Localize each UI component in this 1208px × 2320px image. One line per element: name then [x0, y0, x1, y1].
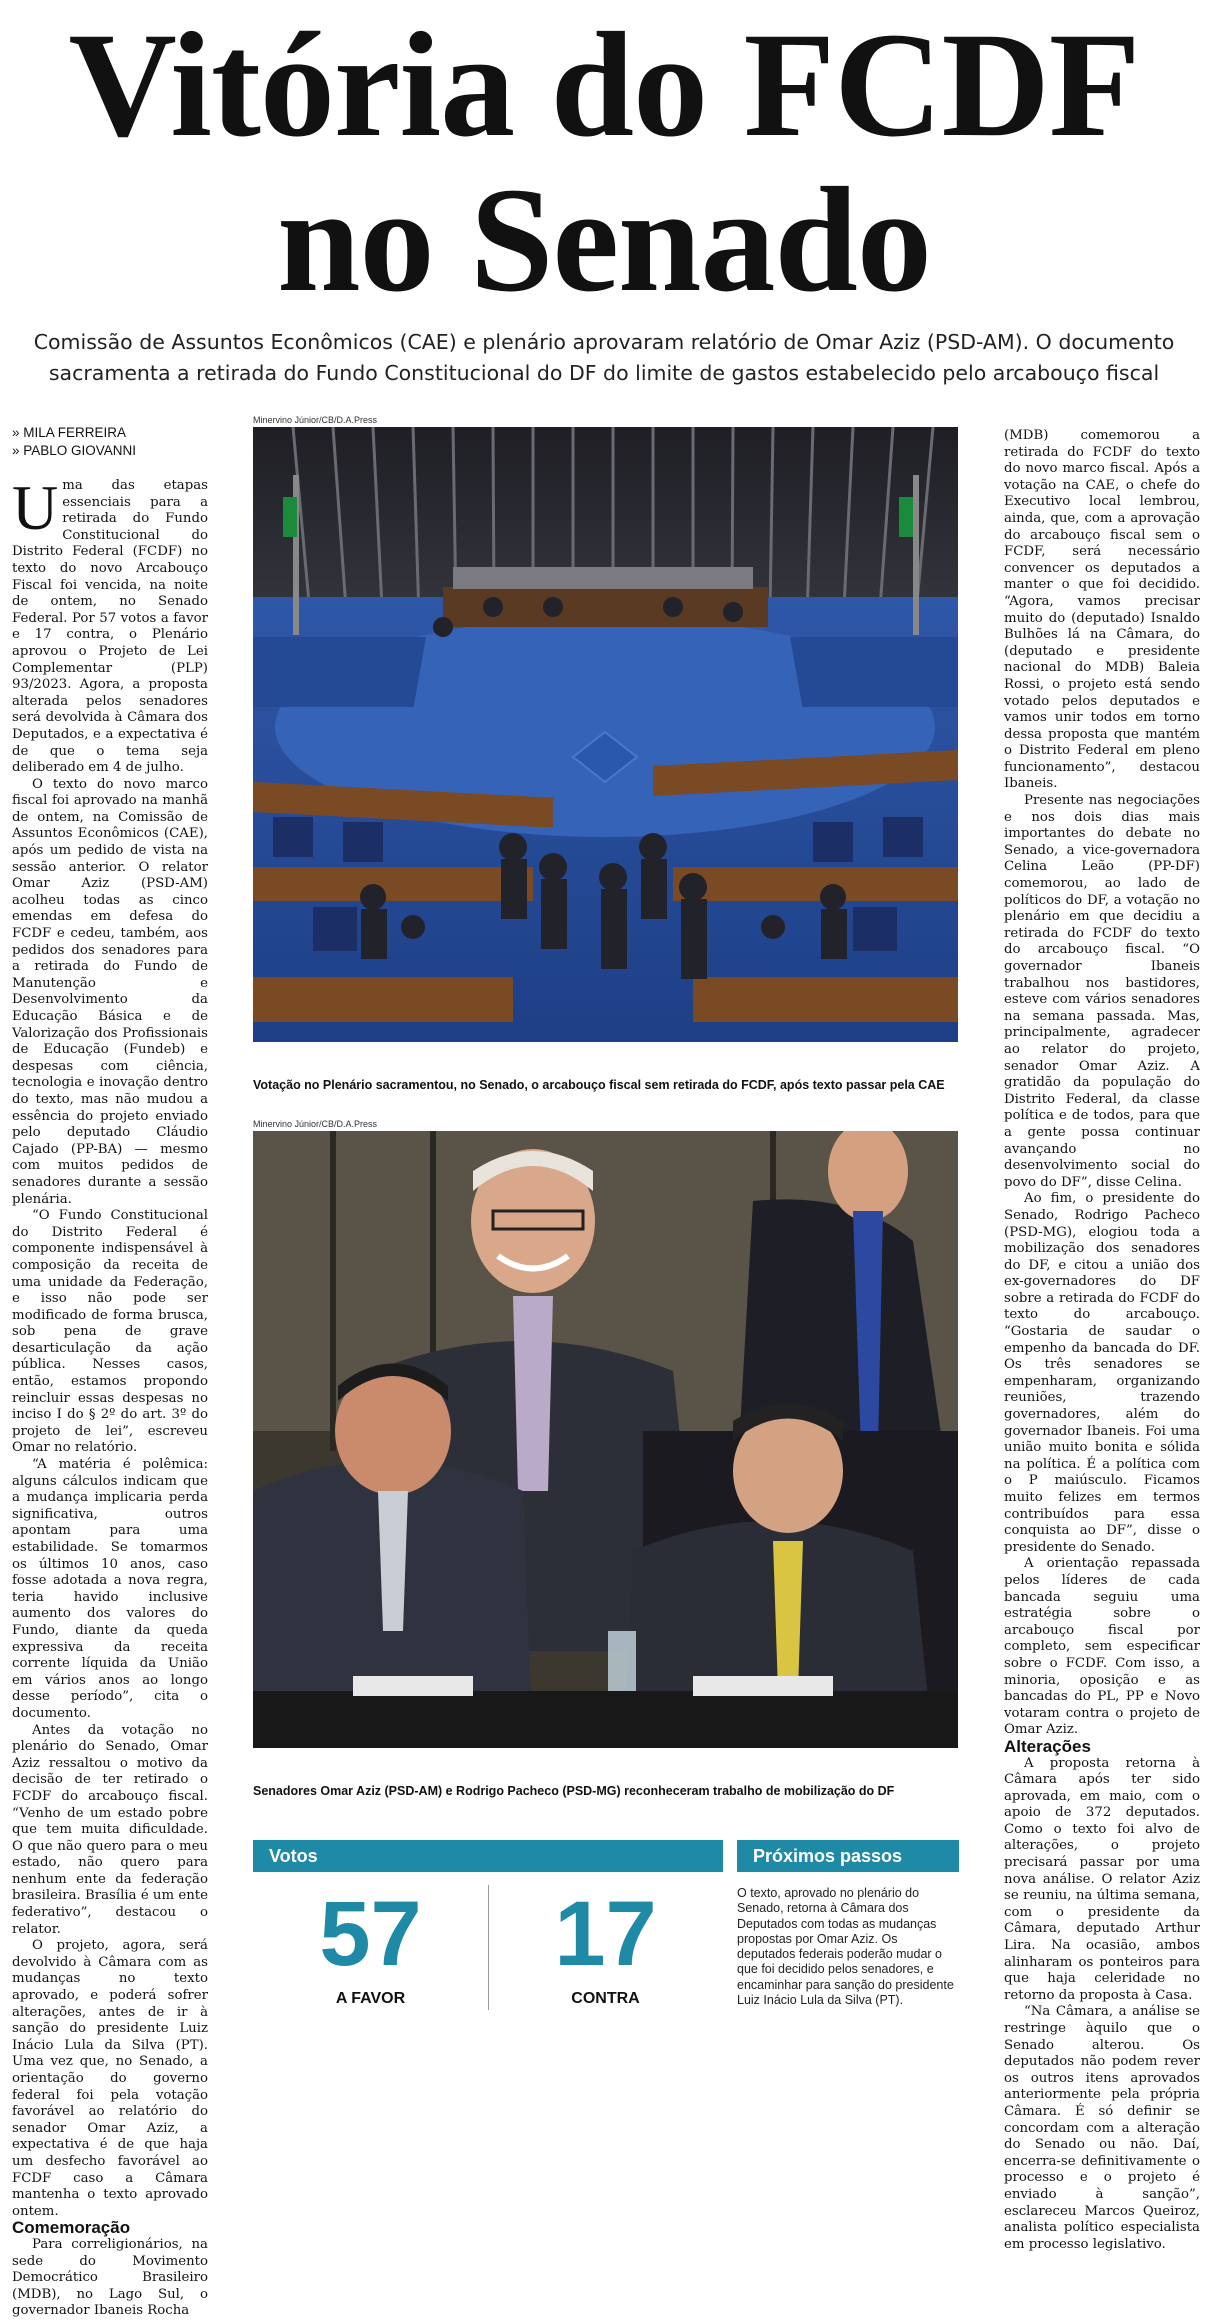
senate-plenary-photo: [253, 427, 958, 1042]
votes-contra-number: 17: [554, 1883, 657, 1985]
proximos-passos-text: O texto, aprovado no plenário do Senado, retorna à Câmara dos Deputados com todas as mudanças propostas por Omar Aziz. Os deputados federais poderão mudar o que foi decidido pelos senadores, e encaminhar para sanção do presidente Luiz Inácio Lula da Silva (PT).: [737, 1886, 954, 2008]
paragraph: Ao fim, o presidente do Senado, Rodrigo Pacheco (PSD-MG), elogiou toda a mobilização dos senadores do DF, e citou a união dos ex-governadores do DF sobre a retirada do FCDF do texto do arcabouço. “Gostaria de saudar o empenho da bancada do DF. Os três senadores se empenharam, organizando reuniões, trazendo governadores, além do governador Ibaneis. Foi uma união muito bonita e sólida na política. É a política com o P maiúsculo. Ficamos muito felizes em termos contribuídos para essa conquista ao DF”, disse o presidente do Senado.: [1004, 1191, 1200, 1555]
headline-line-2: no Senado: [277, 157, 931, 323]
byline-author-2: » PABLO GIOVANNI: [12, 443, 137, 458]
deck-line-1: Comissão de Assuntos Econômicos (CAE) e plenário aprovaram relatório de Omar Aziz (PSD-AM). O documento: [33, 330, 1175, 354]
paragraph: (MDB) comemorou a retirada do FCDF do texto do novo marco fiscal. Após a votação na CAE, o chefe do Executivo local lembrou, ainda, que, com a aprovação do arcabouço fiscal sem o FCDF, será necessário convencer os deputados a manter o que foi decidido. “Agora, vamos precisar muito do (deputado) Isnaldo Bulhões lá na Câmara, do (deputado e presidente nacional do MDB) Baleia Rossi, o projeto está sendo votado pelos deputados e vamos unir todos em torno dessa proposta que mantém o Distrito Federal em pleno funcionamento”, destacou Ibaneis.: [1004, 428, 1200, 792]
paragraph-text: ma das etapas essenciais para a retirada do Fundo Constitucional do Distrito Federal (FCDF) no texto do novo Arcabouço Fiscal foi vencida, na noite de ontem, no Senado Federal. Por 57 votos a favor e 17 contra, o Plenário aprovou o Projeto de Lei Complementar (PLP) 93/2023. Agora, a proposta alterada pelos senadores será devolvida à Câmara dos Deputados, e a expectativa é de que o tema seja deliberado em 4 de julho.: [12, 478, 208, 776]
paragraph: Para correligionários, na sede do Movimento Democrático Brasileiro (MDB), no Lago Sul, o governador Ibaneis Rocha: [12, 2236, 208, 2319]
byline: [12, 424, 136, 460]
senators-photo: [253, 1131, 958, 1748]
article-column-1: [12, 472, 208, 2320]
photo-credit: Minervino Júnior/CB/D.A.Press: [253, 415, 378, 425]
photo-caption-1: Votação no Plenário sacramentou, no Senado, o arcabouço fiscal sem retirada do FCDF, após texto passar pela CAE: [253, 1078, 945, 1092]
paragraph: “O Fundo Constitucional do Distrito Federal é componente indispensável à composição da receita de uma unidade da Federação, e isso não pode ser modificado de forma brusca, sob pena de grave desarticulação da ação pública. Nesses casos, então, estamos propondo reincluir essas despesas no inciso I do § 2º do art. 3º do projeto de lei”, escreveu Omar no relatório.: [12, 1208, 208, 1456]
photo-credit: Minervino Júnior/CB/D.A.Press: [253, 1119, 378, 1129]
paragraph: “A matéria é polêmica: alguns cálculos indicam que a mudança implicaria perda significativa, outros apontam para uma estabilidade. Se tomarmos os últimos 10 anos, caso fosse adotada a nova regra, teria havido inclusive aumento dos valores do Fundo, diante da queda expressiva da receita corrente líquida da União em vários anos ao longo desse período”, cita o documento.: [12, 1457, 208, 1721]
paragraph: Antes da votação no plenário do Senado, Omar Aziz ressaltou o motivo da decisão de ter retirado o FCDF do arcabouço fiscal. “Venho de um estado pobre que tem muita dificuldade. O que não quero para o meu estado, não quero para nenhum ente da federação brasileira. Brasília é um ente federativo”, destacou o relator.: [12, 1722, 208, 1937]
senate-plenary-image: [253, 427, 958, 1042]
proximos-passos-header: Próximos passos: [737, 1840, 959, 1872]
headline: [0, 2, 1208, 323]
paragraph: Presente nas negociações e nos dois dias mais importantes do debate no Senado, a vice-governadora Celina Leão (PP-DF) comemorou, ao lado de políticos do DF, a votação no plenário em que decidiu a retirada do FCDF do texto do arcabouço fiscal. “O governador Ibaneis trabalhou nos bastidores, esteve com vários senadores na semana passada. Mas, principalmente, agradecer ao relator do projeto, senador Omar Aziz. A gratidão da população do Distrito Federal, da classe política e de todos, para que a gente possa continuar avançando no desenvolvimento social do povo do DF”, disse Celina.: [1004, 793, 1200, 1190]
subhead-alteracoes: Alterações: [1004, 1736, 1091, 1756]
votes-favor-label: A FAVOR: [335, 1990, 406, 2007]
drop-cap: U: [12, 472, 59, 543]
paragraph: O texto do novo marco fiscal foi aprovado na manhã de ontem, na Comissão de Assuntos Econômicos (CAE), após um pedido de vista na sessão anterior. O relator Omar Aziz (PSD-AM) acolheu todas as cinco emendas em defesa do FCDF e cedeu, também, aos pedidos dos senadores para a retirada do Fundo de Manutenção e Desenvolvimento da Educação Básica e de Valorização dos Profissionais de Educação (Fundeb) e despesas com ciência, tecnologia e inovação dentro do texto, mas não mudou a essência do projeto enviado pelo deputado Cláudio Cajado (PP-BA) — mesmo com muitos pedidos de senadores durante a sessão plenária.: [12, 776, 208, 1207]
byline-author-1: » MILA FERREIRA: [12, 425, 127, 440]
subhead-comemoracao: Comemoração: [12, 2218, 131, 2238]
paragraph: A proposta retorna à Câmara após ter sido aprovada, em maio, com o apoio de 372 deputados. Como o texto foi alvo de alterações, o projeto precisará passar por uma nova análise. O relator Aziz se reuniu, na última semana, com o presidente da Câmara, deputado Arthur Lira. Na ocasião, ambos alinharam os ponteiros para que haja celeridade no retorno da proposta à Casa.: [1004, 1755, 1200, 2003]
paragraph: “Na Câmara, a análise se restringe àquilo que o Senado alterou. Os deputados não podem rever os outros itens aprovados anteriormente pela própria Câmara. É só definir se concordam com a alteração do Senado ou não. Daí, encerra-se definitivamente o processo e o projeto é enviado à sanção”, esclareceu Marcos Queiroz, analista político especialista em processo legislativo.: [1004, 2004, 1200, 2252]
votes-contra-label: CONTRA: [571, 1990, 640, 2007]
senators-image: [253, 1131, 958, 1748]
deck: [20, 327, 1188, 389]
paragraph: A orientação repassada pelos líderes de cada bancada seguiu uma estratégia sobre o arcabouço fiscal por completo, sem especificar sobre o FCDF. Com isso, a minoria, oposição e as bancadas do PL, PP e Novo votaram contra o projeto de Omar Aziz.: [1004, 1556, 1200, 1738]
photo-caption-2: Senadores Omar Aziz (PSD-AM) e Rodrigo Pacheco (PSD-MG) reconheceram trabalho de mobilização do DF: [253, 1784, 895, 1798]
paragraph: [12, 472, 208, 777]
deck-line-2: sacramenta a retirada do Fundo Constitucional do DF do limite de gastos estabelecido pelo arcabouço fiscal: [48, 361, 1160, 385]
votos-box-header: Votos: [253, 1840, 723, 1872]
article-column-3: [1004, 428, 1200, 2253]
paragraph: O projeto, agora, será devolvido à Câmara com as mudanças no texto aprovado, e poderá sofrer alterações, antes de ir à sanção do presidente Luiz Inácio Lula da Silva (PT). Uma vez que, no Senado, a orientação do governo federal foi pela votação favorável ao relatório do senador Omar Aziz, a expectativa é de que haja um desfecho favorável ao FCDF caso a Câmara mantenha o texto aprovado ontem.: [12, 1938, 208, 2219]
headline-line-1: Vitória do FCDF: [68, 2, 1140, 168]
votes-favor-number: 57: [319, 1883, 422, 1985]
